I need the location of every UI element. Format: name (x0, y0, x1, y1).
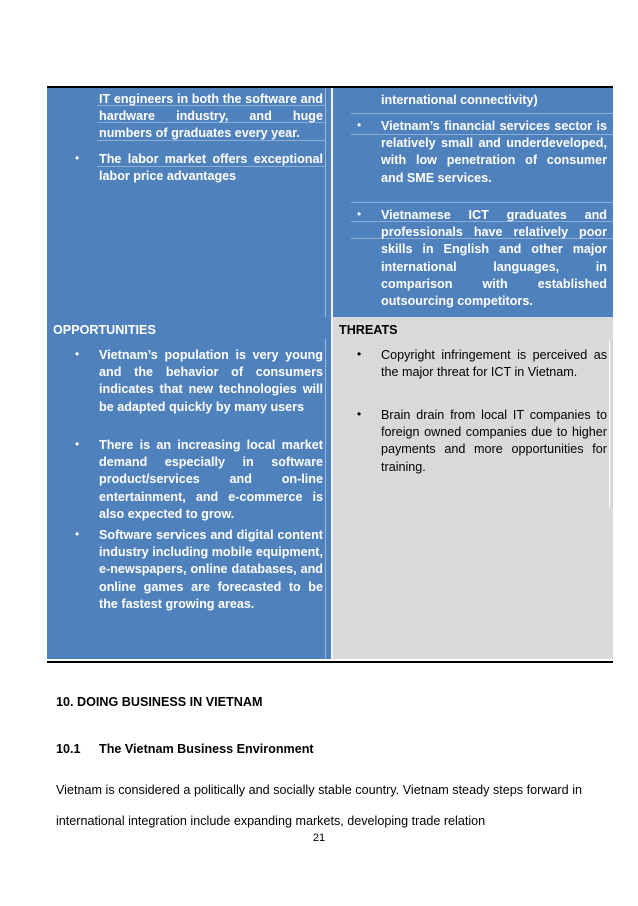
opportunity-item: There is an increasing local market demand especially in software product/services and on-line entertainment, and e-commerce is also expected to grow. (99, 438, 323, 521)
bullet-icon: • (357, 347, 362, 361)
weaknesses-left-cell (47, 88, 331, 317)
weakness-skills-text: Vietnamese ICT graduates and professionals have relatively poor skills in English and other major international languages, in comparison with established outsourcing competitors. (381, 208, 607, 309)
bullet-icon: • (75, 151, 80, 165)
opportunity-item: Software services and digital content industry including mobile equipment, e-newspapers, online databases, and online games are forecasted to be the fastest growing areas. (99, 528, 323, 611)
weaknesses-right-cell (333, 88, 613, 317)
threat-item: Copyright infringement is perceived as the major threat for ICT in Vietnam. (381, 348, 607, 380)
bullet-icon: • (75, 347, 80, 361)
weakness-connectivity-text: international connectivity) (381, 93, 538, 107)
body-paragraph: Vietnam is considered a politically and socially stable country. Vietnam steady steps forward in international integration include expanding markets, developing trade relation (56, 783, 582, 828)
threat-item: Brain drain from local IT companies to foreign owned companies due to higher payments and more opportunities for training. (381, 408, 607, 474)
opportunities-heading: OPPORTUNITIES (53, 323, 156, 337)
weakness-continued-text: IT engineers in both the software and hardware industry, and huge numbers of graduates every year. (99, 92, 323, 141)
bullet-icon: • (357, 118, 362, 132)
threats-cell (333, 317, 613, 659)
bullet-icon: • (357, 407, 362, 421)
subsection-title: The Vietnam Business Environment (99, 742, 314, 756)
threats-heading: THREATS (339, 323, 398, 337)
opportunity-item: Vietnam’s population is very young and the behavior of consumers indicates that new technologies will be adapted quickly by many users (99, 348, 323, 414)
subsection-number: 10.1 (56, 742, 81, 756)
section-title: 10. DOING BUSINESS IN VIETNAM (56, 695, 263, 709)
bullet-icon: • (357, 207, 362, 221)
page-number: 21 (312, 832, 326, 844)
column-divider (331, 88, 333, 659)
bullet-icon: • (75, 437, 80, 451)
bullet-icon: • (75, 527, 80, 541)
swot-table (47, 86, 613, 663)
weakness-financial-text: Vietnam’s financial services sector is relatively small and underdeveloped, with low penetration of consumer and SME services. (381, 119, 607, 185)
weakness-labor-text: The labor market offers exceptional labor price advantages (99, 152, 323, 184)
opportunities-cell (47, 317, 331, 659)
